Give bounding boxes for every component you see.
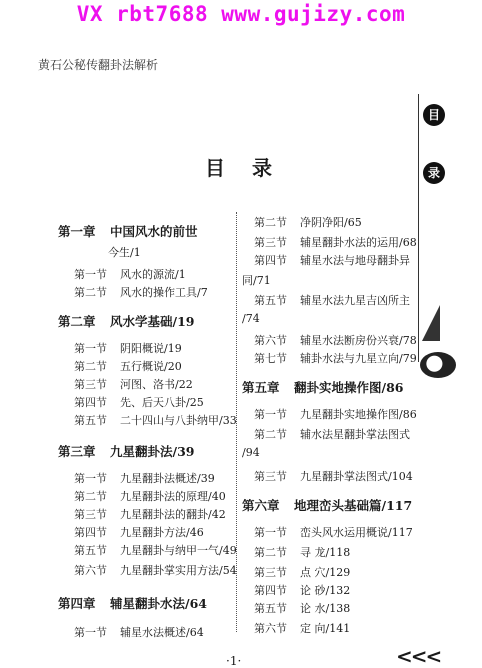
toc-entry	[254, 406, 417, 422]
toc-entry-label: 第三章	[58, 444, 96, 459]
toc-entry-text: 辅星水法九星吉凶所主	[300, 294, 410, 307]
toc-entry-text: 论 砂/132	[300, 584, 351, 597]
toc-entry-label: 第五节	[254, 294, 287, 307]
toc-entry	[74, 624, 204, 640]
toc-entry-label: 第二节	[74, 490, 107, 503]
toc-entry-text: 九星翻卦法概述/39	[120, 472, 215, 485]
toc-entry	[74, 488, 226, 504]
toc-entry-label: 第一节	[254, 408, 287, 421]
toc-entry	[74, 358, 182, 374]
toc-entry-label: 第六章	[242, 498, 280, 513]
toc-entry	[242, 272, 271, 288]
toc-chapter-entry	[242, 496, 412, 514]
toc-entry-text: 今生/1	[108, 246, 141, 259]
toc-entry-text: 先、后天八卦/25	[120, 396, 204, 409]
toc-entry-label: 第四节	[74, 526, 107, 539]
toc-entry	[254, 426, 410, 442]
toc-entry-text: 风水的源流/1	[120, 268, 186, 281]
decorative-triangle	[422, 305, 440, 341]
toc-entry-text: 辅星翻卦水法/64	[110, 596, 207, 611]
toc-entry-label: 第三节	[74, 378, 107, 391]
toc-entry	[254, 332, 417, 348]
toc-entry-text: 河图、洛书/22	[120, 378, 193, 391]
toc-entry	[254, 214, 362, 230]
toc-entry	[74, 284, 208, 300]
toc-entry-text: 辅星水法断房份兴衰/78	[300, 334, 417, 347]
toc-entry-text: 风水的操作工具/7	[120, 286, 208, 299]
toc-entry	[74, 562, 237, 578]
toc-entry-text: 翻卦实地操作图/86	[294, 380, 404, 395]
toc-entry	[74, 524, 204, 540]
toc-entry-label: 第五节	[74, 414, 107, 427]
toc-entry	[74, 412, 237, 428]
watermark-text: VX rbt7688 www.gujizy.com	[76, 2, 406, 26]
toc-entry-label: 第五节	[254, 602, 287, 615]
toc-entry-label: 第一章	[58, 224, 96, 239]
toc-entry	[254, 544, 350, 560]
toc-entry	[74, 394, 204, 410]
toc-entry-label: 第五章	[242, 380, 280, 395]
toc-entry-label: 第二章	[58, 314, 96, 329]
page-number: ·1·	[226, 654, 242, 668]
toc-entry-label: 第四节	[254, 584, 287, 597]
toc-chapter-entry	[58, 222, 198, 240]
page-title: 目 录	[205, 156, 282, 180]
toc-entry-text: 辅星翻卦水法的运用/68	[300, 236, 417, 249]
toc-entry-text: 点 穴/129	[300, 566, 351, 579]
toc-entry	[254, 620, 350, 636]
toc-chapter-entry	[242, 378, 403, 396]
toc-entry-text: 九星翻卦掌法图式/104	[300, 470, 413, 483]
toc-entry-label: 第三节	[254, 566, 287, 579]
toc-entry-text: 九星翻卦法/39	[110, 444, 195, 459]
toc-entry-label: 第二节	[74, 286, 107, 299]
toc-entry-label: 第三节	[254, 470, 287, 483]
toc-entry-text: 五行概说/20	[120, 360, 182, 373]
toc-entry-text: 地理峦头基础篇/117	[294, 498, 413, 513]
toc-entry-text: 寻 龙/118	[300, 546, 351, 559]
toc-entry-text: 二十四山与八卦纳甲/33	[120, 414, 237, 427]
toc-entry	[254, 564, 350, 580]
toc-entry-label: 第二节	[254, 428, 287, 441]
toc-entry-label: 第一节	[254, 526, 287, 539]
toc-entry	[74, 376, 193, 392]
toc-entry-label: 第三节	[254, 236, 287, 249]
toc-entry-text: 九星翻卦方法/46	[120, 526, 204, 539]
toc-entry-text: 九星翻卦掌实用方法/54	[120, 564, 237, 577]
toc-entry	[242, 312, 260, 325]
toc-entry	[254, 524, 413, 540]
toc-entry-label: 第六节	[254, 622, 287, 635]
toc-entry-text: 论 水/138	[300, 602, 351, 615]
toc-entry-text: /94	[242, 446, 260, 459]
toc-entry-label: 第六节	[74, 564, 107, 577]
toc-entry-label: 第四节	[254, 254, 287, 267]
toc-entry	[108, 244, 141, 260]
toc-entry-label: 第一节	[74, 268, 107, 281]
toc-entry-text: /74	[242, 312, 260, 325]
next-page-arrows-icon[interactable]: <<<	[396, 644, 441, 668]
toc-entry-text: 风水学基础/19	[110, 314, 195, 329]
toc-entry-label: 第二节	[74, 360, 107, 373]
toc-entry-text: 辅卦水法与九星立向/79	[300, 352, 417, 365]
toc-entry-text: 中国风水的前世	[110, 224, 198, 239]
running-header: 黄石公秘传翻卦法解析	[38, 58, 159, 72]
side-tab-lu: 录	[423, 162, 445, 184]
toc-entry	[254, 468, 413, 484]
toc-entry	[74, 470, 215, 486]
toc-entry	[254, 234, 417, 250]
toc-entry-text: 九星翻卦与纳甲一气/49	[120, 544, 237, 557]
toc-entry	[74, 506, 226, 522]
toc-entry-text: 九星翻卦法的翻卦/42	[120, 508, 226, 521]
toc-entry-text: 九星翻卦实地操作图/86	[300, 408, 417, 421]
toc-entry-label: 第六节	[254, 334, 287, 347]
toc-entry-text: 阴阳概说/19	[120, 342, 182, 355]
toc-entry-label: 第四章	[58, 596, 96, 611]
toc-entry-text: 同/71	[242, 274, 271, 287]
toc-entry-text: 辅水法星翻卦掌法图式	[300, 428, 410, 441]
toc-entry-text: 辅星水法与地母翻卦异	[300, 254, 410, 267]
toc-chapter-entry	[58, 312, 194, 330]
toc-entry-label: 第三节	[74, 508, 107, 521]
toc-entry-text: 辅星水法概述/64	[120, 626, 204, 639]
side-rule	[418, 94, 419, 362]
toc-entry	[74, 340, 182, 356]
toc-entry-label: 第一节	[74, 342, 107, 355]
toc-entry-label: 第二节	[254, 216, 287, 229]
toc-entry	[254, 252, 410, 268]
toc-entry-label: 第二节	[254, 546, 287, 559]
toc-entry-label: 第一节	[74, 472, 107, 485]
toc-entry-label: 第四节	[74, 396, 107, 409]
toc-entry-label: 第一节	[74, 626, 107, 639]
toc-chapter-entry	[58, 442, 194, 460]
toc-entry	[254, 600, 350, 616]
toc-entry-text: 九星翻卦法的原理/40	[120, 490, 226, 503]
toc-entry-text: 定 向/141	[300, 622, 351, 635]
toc-entry	[74, 542, 237, 558]
toc-entry-text: 峦头风水运用概说/117	[300, 526, 413, 539]
toc-chapter-entry	[58, 594, 207, 612]
yin-yang-icon	[420, 352, 456, 378]
toc-entry	[254, 582, 350, 598]
side-tab-mu: 目	[423, 104, 445, 126]
toc-entry-text: 净阴净阳/65	[300, 216, 362, 229]
toc-entry	[254, 350, 417, 366]
toc-entry	[254, 292, 410, 308]
toc-entry	[74, 266, 186, 282]
toc-entry-label: 第五节	[74, 544, 107, 557]
toc-entry	[242, 446, 260, 459]
toc-entry-label: 第七节	[254, 352, 287, 365]
